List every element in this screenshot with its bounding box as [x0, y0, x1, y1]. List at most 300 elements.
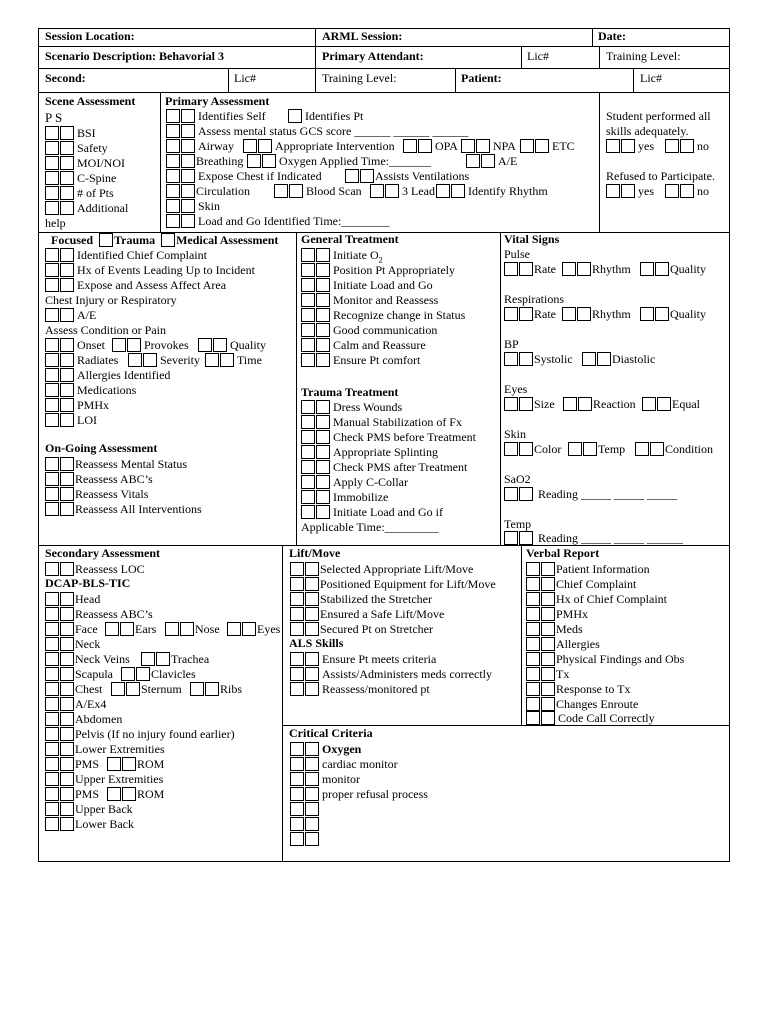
checkbox[interactable]	[526, 682, 540, 696]
scene-item-additional[interactable]	[45, 201, 128, 216]
checkbox[interactable]	[541, 682, 555, 696]
checkbox[interactable]	[301, 445, 315, 459]
checkbox[interactable]	[305, 667, 319, 681]
general-item[interactable]	[301, 293, 438, 308]
checkbox[interactable]	[181, 154, 195, 168]
checkbox[interactable]	[112, 338, 126, 352]
verbal-item[interactable]	[526, 622, 583, 637]
checkbox[interactable]	[45, 502, 59, 516]
checkbox[interactable]	[305, 682, 319, 696]
face-row[interactable]	[45, 622, 280, 637]
checkbox[interactable]	[526, 667, 540, 681]
checkbox[interactable]	[122, 787, 136, 801]
checkbox[interactable]	[680, 184, 694, 198]
checkbox[interactable]	[665, 184, 679, 198]
checkbox[interactable]	[290, 652, 304, 666]
checkbox[interactable]	[526, 637, 540, 651]
checkbox[interactable]	[301, 323, 315, 337]
checkbox[interactable]	[290, 592, 304, 606]
oxygen-row[interactable]	[247, 154, 431, 169]
opqrst-row-2[interactable]	[45, 353, 262, 368]
checkbox[interactable]	[526, 577, 540, 591]
focused-ae-row[interactable]	[45, 308, 96, 323]
checkbox[interactable]	[305, 817, 319, 831]
checkbox[interactable]	[526, 607, 540, 621]
checkbox[interactable]	[301, 338, 315, 352]
checkbox[interactable]	[45, 712, 59, 726]
checkbox[interactable]	[305, 652, 319, 666]
checkbox[interactable]	[621, 139, 635, 153]
lift-item[interactable]	[290, 562, 473, 577]
checkbox[interactable]	[640, 262, 654, 276]
checkbox[interactable]	[541, 607, 555, 621]
checkbox[interactable]	[316, 263, 330, 277]
als-item[interactable]	[290, 667, 492, 682]
checkbox[interactable]	[290, 757, 304, 771]
checkbox[interactable]	[301, 490, 315, 504]
checkbox[interactable]	[60, 637, 74, 651]
verbal-item[interactable]	[526, 607, 588, 622]
resp-options[interactable]	[504, 307, 706, 322]
checkbox[interactable]	[476, 139, 490, 153]
verbal-item[interactable]	[526, 562, 650, 577]
checkbox[interactable]	[301, 308, 315, 322]
checkbox[interactable]	[385, 184, 399, 198]
focused-item[interactable]	[45, 263, 255, 278]
focused-item[interactable]	[45, 413, 97, 428]
als-item[interactable]	[290, 652, 436, 667]
secondary-item[interactable]	[45, 712, 122, 727]
verbal-item[interactable]	[526, 637, 600, 652]
checkbox[interactable]	[568, 442, 582, 456]
checkbox[interactable]	[45, 682, 59, 696]
verbal-item[interactable]	[526, 697, 638, 712]
secondary-item[interactable]	[45, 562, 145, 577]
checkbox[interactable]	[181, 184, 195, 198]
checkbox[interactable]	[141, 652, 155, 666]
checkbox[interactable]	[60, 472, 74, 486]
checkbox[interactable]	[301, 353, 315, 367]
refused-no-row[interactable]	[665, 184, 709, 199]
checkbox[interactable]	[60, 383, 74, 397]
checkbox[interactable]	[563, 397, 577, 411]
scapula-row[interactable]	[45, 667, 196, 682]
checkbox[interactable]	[316, 490, 330, 504]
checkbox[interactable]	[60, 682, 74, 696]
checkbox[interactable]	[60, 562, 74, 576]
checkbox[interactable]	[60, 398, 74, 412]
checkbox[interactable]	[60, 248, 74, 262]
checkbox[interactable]	[60, 652, 74, 666]
chest-row[interactable]	[45, 682, 242, 697]
medical-checkbox[interactable]	[161, 233, 175, 247]
checkbox[interactable]	[504, 307, 518, 321]
checkbox[interactable]	[577, 262, 591, 276]
checkbox[interactable]	[519, 442, 533, 456]
secondary-item[interactable]	[45, 772, 163, 787]
checkbox[interactable]	[45, 592, 59, 606]
checkbox[interactable]	[526, 711, 540, 725]
verbal-item[interactable]	[526, 577, 636, 592]
eyes-options[interactable]	[504, 397, 700, 412]
verbal-item[interactable]	[526, 711, 655, 726]
checkbox[interactable]	[582, 352, 596, 366]
checkbox[interactable]	[45, 697, 59, 711]
trauma-tx-item[interactable]	[301, 430, 476, 445]
checkbox[interactable]	[655, 262, 669, 276]
critical-item[interactable]	[290, 787, 428, 802]
sao2-reading[interactable]	[504, 487, 677, 502]
checkbox[interactable]	[45, 562, 59, 576]
checkbox[interactable]	[526, 652, 540, 666]
checkbox[interactable]	[680, 139, 694, 153]
checkbox[interactable]	[60, 368, 74, 382]
checkbox[interactable]	[360, 169, 374, 183]
checkbox[interactable]	[60, 727, 74, 741]
refused-yes-row[interactable]	[606, 184, 654, 199]
skin-options[interactable]	[504, 442, 713, 457]
checkbox[interactable]	[301, 263, 315, 277]
lift-item[interactable]	[290, 592, 432, 607]
checkbox[interactable]	[451, 184, 465, 198]
als-item[interactable]	[290, 682, 430, 697]
checkbox[interactable]	[213, 338, 227, 352]
checkbox[interactable]	[305, 577, 319, 591]
checkbox[interactable]	[316, 323, 330, 337]
checkbox[interactable]	[526, 622, 540, 636]
checkbox[interactable]	[504, 442, 518, 456]
checkbox[interactable]	[504, 531, 518, 545]
checkbox[interactable]	[227, 622, 241, 636]
checkbox[interactable]	[519, 397, 533, 411]
checkbox[interactable]	[305, 787, 319, 801]
gcs-row[interactable]	[166, 124, 468, 139]
checkbox[interactable]	[316, 400, 330, 414]
checkbox[interactable]	[316, 415, 330, 429]
checkbox[interactable]	[181, 169, 195, 183]
critical-item[interactable]	[290, 772, 360, 787]
checkbox[interactable]	[126, 682, 140, 696]
checkbox[interactable]	[642, 397, 656, 411]
checkbox[interactable]	[45, 263, 59, 277]
checkbox[interactable]	[526, 562, 540, 576]
verbal-item[interactable]	[526, 667, 569, 682]
checkbox[interactable]	[111, 682, 125, 696]
secondary-item[interactable]	[45, 607, 153, 622]
critical-item[interactable]	[290, 757, 398, 772]
checkbox[interactable]	[519, 262, 533, 276]
checkbox[interactable]	[60, 592, 74, 606]
checkbox[interactable]	[541, 652, 555, 666]
secondary-item[interactable]	[45, 637, 100, 652]
trauma-tx-item[interactable]	[301, 475, 408, 490]
critical-item-blank[interactable]	[290, 817, 320, 832]
checkbox[interactable]	[541, 637, 555, 651]
trauma-tx-item[interactable]	[301, 505, 443, 520]
checkbox[interactable]	[60, 413, 74, 427]
checkbox[interactable]	[190, 682, 204, 696]
circulation-row[interactable]	[166, 184, 250, 199]
checkbox[interactable]	[127, 338, 141, 352]
checkbox[interactable]	[166, 154, 180, 168]
checkbox[interactable]	[504, 397, 518, 411]
checkbox[interactable]	[60, 263, 74, 277]
checkbox[interactable]	[181, 214, 195, 228]
checkbox[interactable]	[45, 622, 59, 636]
checkbox[interactable]	[45, 248, 59, 262]
checkbox[interactable]	[519, 531, 533, 545]
checkbox[interactable]	[301, 460, 315, 474]
blood-scan-row[interactable]	[274, 184, 362, 199]
checkbox[interactable]	[481, 154, 495, 168]
checkbox[interactable]	[316, 475, 330, 489]
checkbox[interactable]	[606, 184, 620, 198]
npa-row[interactable]	[461, 139, 516, 154]
checkbox[interactable]	[198, 338, 212, 352]
secondary-item[interactable]	[45, 802, 133, 817]
checkbox[interactable]	[305, 592, 319, 606]
checkbox[interactable]	[258, 139, 272, 153]
checkbox[interactable]	[301, 278, 315, 292]
checkbox[interactable]	[136, 667, 150, 681]
lift-item[interactable]	[290, 607, 444, 622]
checkbox[interactable]	[541, 577, 555, 591]
opqrst-row-1[interactable]	[45, 338, 266, 353]
s-checkbox[interactable]	[60, 201, 74, 215]
trauma-checkbox[interactable]	[99, 233, 113, 247]
checkbox[interactable]	[45, 398, 59, 412]
checkbox[interactable]	[290, 832, 304, 846]
checkbox[interactable]	[166, 109, 180, 123]
checkbox[interactable]	[274, 184, 288, 198]
trauma-tx-item[interactable]	[301, 400, 402, 415]
checkbox[interactable]	[635, 442, 649, 456]
checkbox[interactable]	[541, 562, 555, 576]
focused-item[interactable]	[45, 398, 109, 413]
checkbox[interactable]	[290, 667, 304, 681]
checkbox[interactable]	[243, 139, 257, 153]
checkbox[interactable]	[305, 622, 319, 636]
secondary-item[interactable]	[45, 727, 235, 742]
breathing-row[interactable]	[166, 154, 243, 169]
checkbox[interactable]	[290, 562, 304, 576]
checkbox[interactable]	[535, 139, 549, 153]
checkbox[interactable]	[541, 592, 555, 606]
secondary-item[interactable]	[45, 697, 106, 712]
checkbox[interactable]	[105, 622, 119, 636]
checkbox[interactable]	[60, 742, 74, 756]
checkbox[interactable]	[60, 278, 74, 292]
checkbox[interactable]	[290, 682, 304, 696]
checkbox[interactable]	[290, 817, 304, 831]
checkbox[interactable]	[120, 622, 134, 636]
checkbox[interactable]	[583, 442, 597, 456]
checkbox[interactable]	[290, 742, 304, 756]
checkbox[interactable]	[166, 139, 180, 153]
checkbox[interactable]	[305, 832, 319, 846]
checkbox[interactable]	[121, 667, 135, 681]
checkbox[interactable]	[45, 802, 59, 816]
checkbox[interactable]	[45, 772, 59, 786]
checkbox[interactable]	[665, 139, 679, 153]
checkbox[interactable]	[60, 353, 74, 367]
checkbox[interactable]	[640, 307, 654, 321]
checkbox[interactable]	[301, 400, 315, 414]
checkbox[interactable]	[541, 667, 555, 681]
checkbox[interactable]	[45, 353, 59, 367]
pms-rom-row[interactable]	[45, 787, 164, 802]
checkbox[interactable]	[45, 308, 59, 322]
checkbox[interactable]	[60, 622, 74, 636]
student-yes-row[interactable]	[606, 139, 654, 154]
checkbox[interactable]	[316, 278, 330, 292]
checkbox[interactable]	[621, 184, 635, 198]
checkbox[interactable]	[60, 757, 74, 771]
checkbox[interactable]	[316, 430, 330, 444]
pulse-options[interactable]	[504, 262, 706, 277]
checkbox[interactable]	[316, 353, 330, 367]
checkbox[interactable]	[60, 487, 74, 501]
checkbox[interactable]	[650, 442, 664, 456]
checkbox[interactable]	[504, 487, 518, 501]
verbal-item[interactable]	[526, 682, 630, 697]
checkbox[interactable]	[220, 353, 234, 367]
checkbox[interactable]	[541, 711, 555, 725]
checkbox[interactable]	[504, 352, 518, 366]
scene-item-bsi[interactable]	[45, 126, 96, 141]
focused-item[interactable]	[45, 248, 207, 263]
checkbox[interactable]	[526, 697, 540, 711]
scene-item-cspine[interactable]	[45, 171, 116, 186]
checkbox[interactable]	[107, 757, 121, 771]
verbal-item[interactable]	[526, 652, 684, 667]
checkbox[interactable]	[290, 787, 304, 801]
checkbox[interactable]	[526, 592, 540, 606]
checkbox[interactable]	[577, 307, 591, 321]
p-checkbox[interactable]	[45, 186, 59, 200]
checkbox[interactable]	[60, 817, 74, 831]
checkbox[interactable]	[180, 622, 194, 636]
s-checkbox[interactable]	[60, 171, 74, 185]
checkbox[interactable]	[122, 757, 136, 771]
checkbox[interactable]	[461, 139, 475, 153]
general-item[interactable]	[301, 248, 383, 263]
scene-item-moi[interactable]	[45, 156, 125, 171]
checkbox[interactable]	[301, 293, 315, 307]
checkbox[interactable]	[107, 787, 121, 801]
general-item[interactable]	[301, 323, 437, 338]
checkbox[interactable]	[60, 667, 74, 681]
checkbox[interactable]	[60, 712, 74, 726]
checkbox[interactable]	[45, 472, 59, 486]
checkbox[interactable]	[305, 802, 319, 816]
focused-item[interactable]	[45, 368, 170, 383]
checkbox[interactable]	[316, 505, 330, 519]
checkbox[interactable]	[316, 338, 330, 352]
checkbox[interactable]	[370, 184, 384, 198]
checkbox[interactable]	[45, 667, 59, 681]
ongoing-item[interactable]	[45, 502, 202, 517]
checkbox[interactable]	[45, 652, 59, 666]
checkbox[interactable]	[305, 757, 319, 771]
focused-item[interactable]	[45, 383, 136, 398]
checkbox[interactable]	[606, 139, 620, 153]
general-item[interactable]	[301, 308, 465, 323]
checkbox[interactable]	[301, 430, 315, 444]
checkbox[interactable]	[60, 502, 74, 516]
student-no-row[interactable]	[665, 139, 709, 154]
checkbox[interactable]	[166, 199, 180, 213]
checkbox[interactable]	[60, 607, 74, 621]
checkbox[interactable]	[290, 802, 304, 816]
checkbox[interactable]	[45, 383, 59, 397]
p-checkbox[interactable]	[45, 156, 59, 170]
checkbox[interactable]	[128, 353, 142, 367]
checkbox[interactable]	[45, 817, 59, 831]
checkbox[interactable]	[316, 293, 330, 307]
checkbox[interactable]	[290, 577, 304, 591]
checkbox[interactable]	[520, 139, 534, 153]
checkbox[interactable]	[301, 505, 315, 519]
assists-ventilations-row[interactable]	[345, 169, 469, 184]
p-checkbox[interactable]	[45, 126, 59, 140]
bp-options[interactable]	[504, 352, 655, 367]
checkbox[interactable]	[45, 787, 59, 801]
checkbox[interactable]	[166, 184, 180, 198]
checkbox[interactable]	[181, 124, 195, 138]
s-checkbox[interactable]	[60, 126, 74, 140]
secondary-item[interactable]	[45, 592, 100, 607]
checkbox[interactable]	[166, 214, 180, 228]
ongoing-item[interactable]	[45, 457, 187, 472]
airway-row[interactable]	[166, 139, 234, 154]
checkbox[interactable]	[541, 622, 555, 636]
critical-item[interactable]	[290, 742, 361, 757]
checkbox[interactable]	[143, 353, 157, 367]
p-checkbox[interactable]	[45, 201, 59, 215]
checkbox[interactable]	[45, 413, 59, 427]
checkbox[interactable]	[290, 772, 304, 786]
checkbox[interactable]	[45, 742, 59, 756]
ongoing-item[interactable]	[45, 487, 148, 502]
checkbox[interactable]	[578, 397, 592, 411]
skin-row[interactable]	[166, 199, 220, 214]
checkbox[interactable]	[165, 622, 179, 636]
checkbox[interactable]	[205, 682, 219, 696]
lift-item[interactable]	[290, 577, 496, 592]
checkbox[interactable]	[45, 607, 59, 621]
expose-row[interactable]	[166, 169, 322, 184]
general-item[interactable]	[301, 338, 426, 353]
checkbox[interactable]	[316, 445, 330, 459]
checkbox[interactable]	[60, 697, 74, 711]
checkbox[interactable]	[60, 457, 74, 471]
pms-rom-row[interactable]	[45, 757, 164, 772]
general-item[interactable]	[301, 263, 455, 278]
trauma-tx-item[interactable]	[301, 490, 388, 505]
checkbox[interactable]	[436, 184, 450, 198]
checkbox[interactable]	[166, 169, 180, 183]
checkbox[interactable]	[289, 184, 303, 198]
s-checkbox[interactable]	[60, 186, 74, 200]
s-checkbox[interactable]	[60, 141, 74, 155]
checkbox[interactable]	[519, 352, 533, 366]
checkbox[interactable]	[541, 697, 555, 711]
ongoing-item[interactable]	[45, 472, 153, 487]
checkbox[interactable]	[466, 154, 480, 168]
checkbox[interactable]	[345, 169, 359, 183]
checkbox[interactable]	[45, 368, 59, 382]
